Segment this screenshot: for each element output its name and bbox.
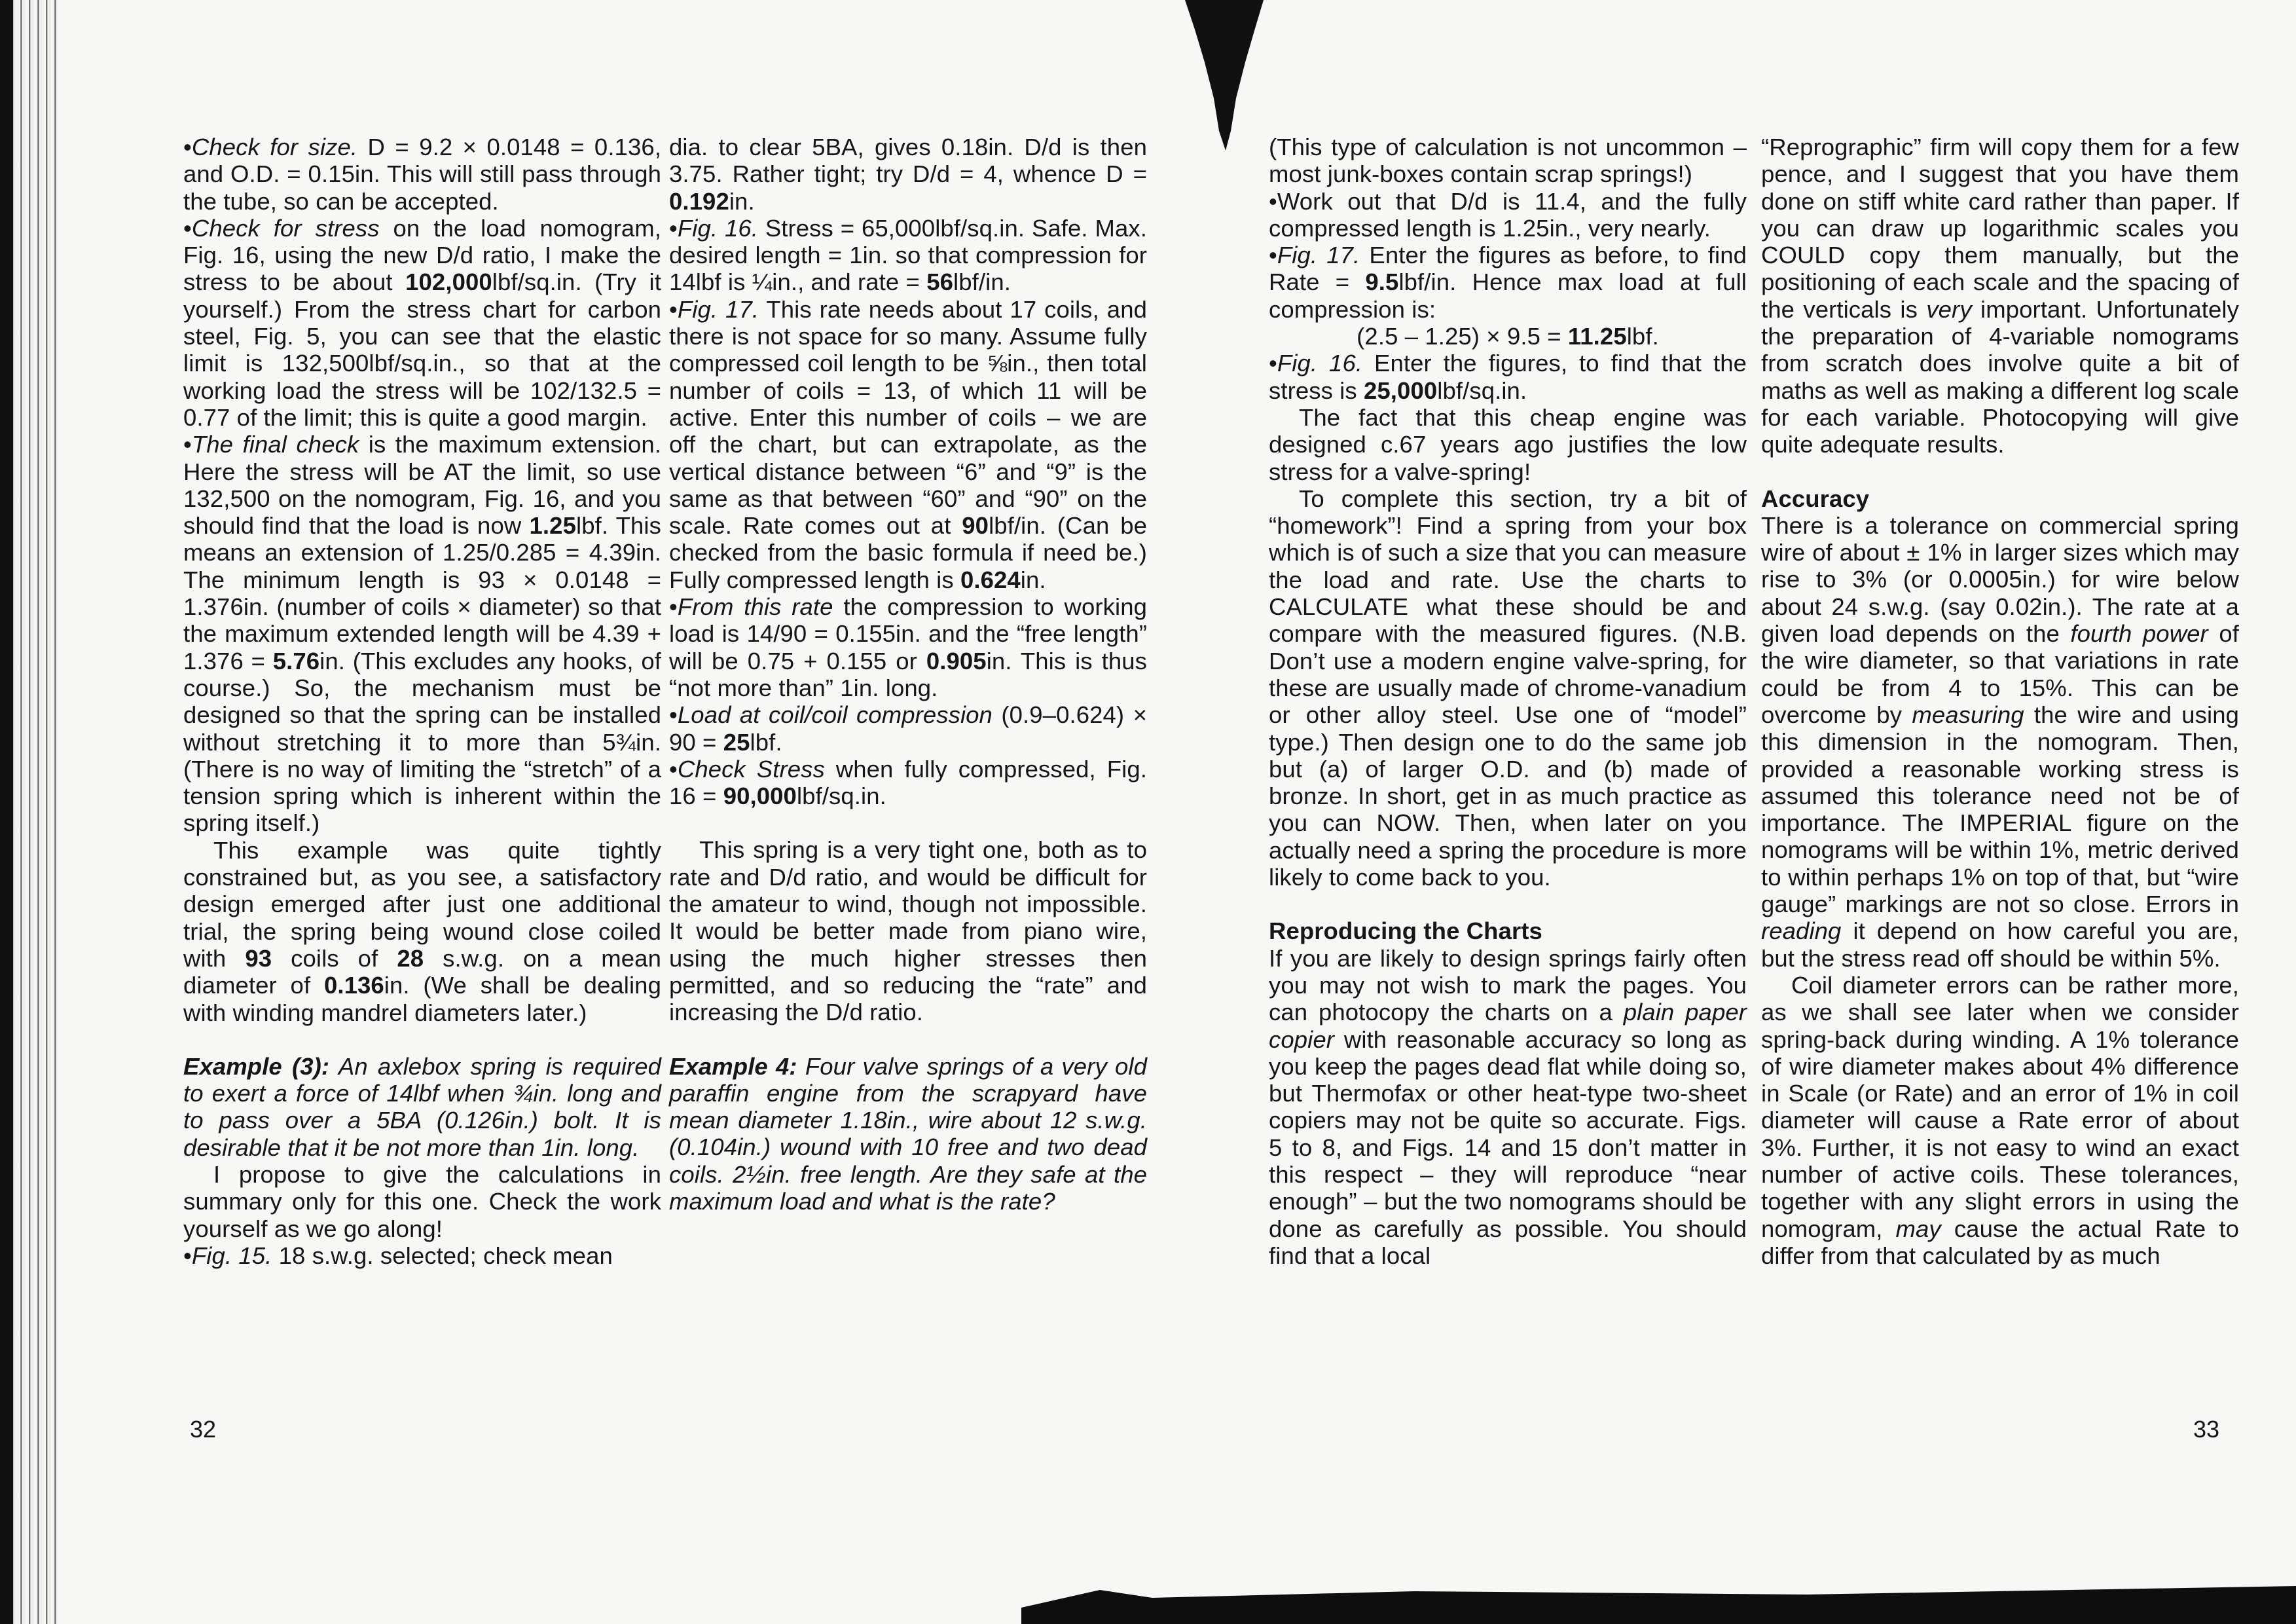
paragraph-fig16-enter: •Fig. 16. Enter the figures, to find that the stress is 25,000lbf/sq.in.: [1269, 350, 1747, 404]
paragraph-homework: To complete this section, try a bit of “homework”! Find a spring from your box which is of such a size that you can measure the load and rate. Use the charts to CALCULATE what these should be and compare with the measured figures. (N.B. Don’t use a modern engine valve-spring, for these are usually made of chrome-vanadium or other alloy steel. Use one of “model” type.) Then design one to do the same job but (a) of larger O.D. and (b) made of bronze. In short, get in as much practice as you can NOW. Then, when later on you actually need a spring the procedure is more likely to come back to you.: [1269, 485, 1747, 891]
paragraph-check-stress: •Check for stress on the load nomogram, Fig. 16, using the new D/d ratio, I make the stress to be about 102,000lbf/sq.in. (Try it yourself.) From the stress chart for carbon steel, Fig. 5, you can see that the elastic limit is 132,500lbf/sq.in., so that at the working load the stress will be 102/132.5 = 0.77 of the limit; this is quite a good margin.: [183, 214, 661, 431]
gutter-shadow-blot: [1185, 0, 1264, 151]
paragraph-final-check: •The final check is the maximum extension. Here the stress will be AT the limit, so use 132,500 on the nomogram, Fig. 16, and you should find that the load is now 1.25lbf. This means an extension of 1.25/0.285 = 4.39in. The minimum length is 93 × 0.0148 = 1.376in. (number of coils × diameter) so that the maximum extended length will be 4.39 + 1.376 = 5.76in. (This excludes any hooks, of course.) So, the mechanism must be designed so that the spring can be installed without stretching it to more than 5¾in. (There is no way of limiting the “stretch” of a tension spring which is inherent within the spring itself.): [183, 431, 662, 837]
column-1: [183, 134, 661, 1269]
paragraph-work-out: •Work out that D/d is 11.4, and the fully compressed length is 1.25in., very nearly.: [1269, 187, 1747, 242]
paragraph-fig16-stress: •Fig. 16. Stress = 65,000lbf/sq.in. Safe. Max. desired length = 1in. so that compression for 14lbf is ¼in., and rate = 56lbf/in.: [669, 214, 1147, 296]
column-4: [1761, 134, 2239, 1269]
heading-reproducing-charts: Reproducing the Charts: [1269, 917, 1542, 945]
paragraph-reprographic: “Reprographic” firm will copy them for a few pence, and I suggest that you have them done on stiff white card rather than paper. If you can draw up logarithmic scales you COULD copy them manually, but the positioning of each scale and the spacing of the verticals is very important. Unfortunately the preparation of 4-variable nomograms from scratch does involve quite a bit of maths as well as making a different log scale for each variable. Photocopying will give quite adequate results.: [1761, 134, 2239, 458]
binding-shadow: [0, 0, 13, 1624]
paragraph-junk-boxes: (This type of calculation is not uncommon – most junk-boxes contain scrap springs!): [1269, 134, 1747, 188]
paragraph-tolerance: There is a tolerance on commercial spring wire of about ± 1% in larger sizes which may rise to 3% (or 0.0005in.) for wire below about 24 s.w.g. (say 0.02in.). The rate at a given load depends on the fourth power of the wire diameter, so that variations in rate could be from 4 to 15%. This can be overcome by measuring the wire and using this dimension in the nomogram. Then, provided a reasonable working stress is assumed this tolerance need not be of importance. The IMPERIAL figure on the nomograms will be within 1%, metric derived to within perhaps 1% on top of that, but “wire gauge” markings are not so close. Errors in reading it depend on how careful you are, but the stress read off should be within 5%.: [1761, 511, 2239, 972]
paragraph-summary-note: I propose to give the calculations in summary only for this one. Check the work yourself as we go along!: [183, 1160, 661, 1242]
paragraph-example-summary: This example was quite tightly constrained but, as you see, a satisfactory design emerged after just one additional trial, the spring being wound close coiled with 93 coils of 28 s.w.g. on a mean diameter of 0.136in. (We shall be dealing with winding mandrel diameters later.): [183, 836, 661, 1026]
page-number-right: 33: [2193, 1416, 2220, 1443]
paragraph-example-4: Example 4: Four valve springs of a very old paraffin engine from the scrapyard have mean diameter 1.18in., wire about 12 s.w.g. (0.104in.) wound with 10 free and two dead coils. 2½in. free length. Are they safe at the maximum load and what is the rate?: [669, 1052, 1147, 1215]
paragraph-fig17-coils: •Fig. 17. This rate needs about 17 coils, and there is not space for so many. Assume fully compressed coil length to be ⅝in., then total number of coils = 13, of which 11 will be active. Enter this number of coils – we are off the chart, but can extrapolate, as the vertical distance between “6” and “9” is the same as that between “60” and “90” on the scale. Rate comes out at 90lbf/in. (Can be checked from the basic formula if need be.) Fully compressed length is 0.624in.: [669, 295, 1148, 593]
paragraph-example-3: Example (3): An axlebox spring is required to exert a force of 14lbf when ¾in. long and to pass over a 5BA (0.126in.) bolt. It is desirable that it be not more than 1in. long.: [183, 1052, 661, 1161]
paragraph-fig17-rate: •Fig. 17. Enter the figures as before, to find Rate = 9.5lbf/in. Hence max load at full compression is:: [1269, 242, 1747, 323]
paragraph-from-rate: •From this rate the compression to working load is 14/90 = 0.155in. and the “free length” will be 0.75 + 0.155 or 0.905in. This is thus “not more than” 1in. long.: [669, 593, 1148, 701]
paragraph-coil-diameter-errors: Coil diameter errors can be rather more, as we shall see later when we consider spring-back during winding. A 1% tolerance of wire diameter makes about 4% difference in Scale (or Rate) and an error of 1% in coil diameter will cause a Rate error of about 3%. Further, it is not easy to wind an exact number of active coils. These tolerances, together with any slight errors in using the nomogram, may cause the actual Rate to differ from that calculated by as much: [1761, 971, 2239, 1269]
paragraph-fig15: •Fig. 15. 18 s.w.g. selected; check mean: [183, 1242, 613, 1269]
paragraph-photocopy: If you are likely to design springs fairly often you may not wish to mark the pages. You can photocopy the charts on a plain paper copier with reasonable accuracy so long as you keep the pages dead flat while doing so, but Thermofax or other heat-type two-sheet copiers may not be quite so accurate. Figs. 5 to 8, and Figs. 14 and 15 don’t matter in this respect – they will reproduce “near enough” – but the two nomograms should be done as carefully as possible. You should find that a local: [1269, 944, 1747, 1269]
paragraph-check-size: •Check for size. D = 9.2 × 0.0148 = 0.136, and O.D. = 0.15in. This will still pass through the tube, so can be accepted.: [183, 134, 662, 215]
paragraph-check-stress-2: •Check Stress when fully compressed, Fig. 16 = 90,000lbf/sq.in.: [669, 755, 1147, 810]
paragraph-dia-clear: dia. to clear 5BA, gives 0.18in. D/d is then 3.75. Rather tight; try D/d = 4, whence D = 0.192in.: [669, 134, 1147, 215]
column-3: [1269, 134, 1747, 1269]
paragraph-tight-spring: This spring is a very tight one, both as to rate and D/d ratio, and would be difficult for the amateur to wind, though not impossible. It would be better made from piano wire, using the much higher stresses then permitted, and so reducing the “rate” and increasing the D/d ratio.: [669, 836, 1147, 1026]
bottom-gutter-shadow: [1021, 1572, 2296, 1624]
page-number-left: 32: [190, 1416, 217, 1443]
paragraph-cheap-engine: The fact that this cheap engine was designed c.67 years ago justifies the low stress for a valve-spring!: [1269, 403, 1747, 485]
heading-accuracy: Accuracy: [1761, 485, 1870, 512]
formula-max-load: (2.5 – 1.25) × 9.5 = 11.25lbf.: [1357, 323, 1659, 350]
column-2: [669, 134, 1147, 1215]
paragraph-load-coil: •Load at coil/coil compression (0.9–0.624) × 90 = 25lbf.: [669, 701, 1147, 756]
